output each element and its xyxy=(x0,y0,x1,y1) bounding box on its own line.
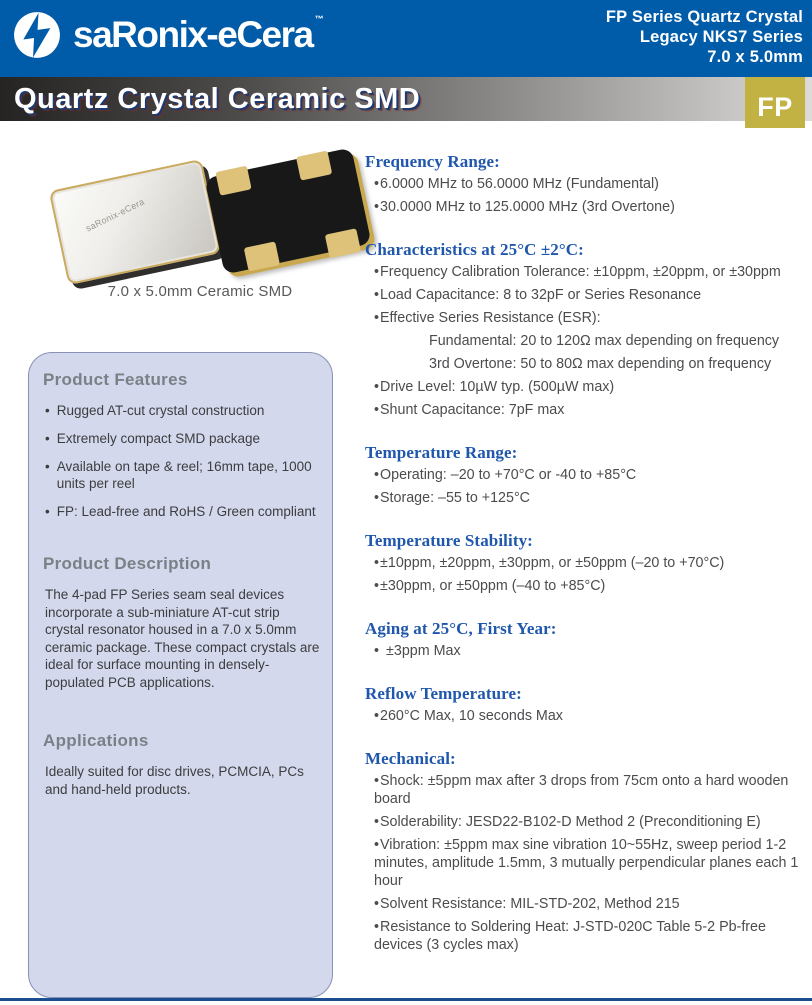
spec-item-text: Drive Level: 10µW typ. (500µW max) xyxy=(380,379,615,395)
spec-item-text: Shunt Capacitance: 7pF max xyxy=(380,402,565,418)
spec-item xyxy=(374,707,805,725)
spec-section-heading: Temperature Range: xyxy=(365,443,518,462)
side-panel xyxy=(28,352,333,998)
spec-item xyxy=(374,263,805,281)
spec-item xyxy=(374,813,805,831)
feature-item-text: Rugged AT-cut crystal construction xyxy=(56,403,265,418)
spec-section-heading: Temperature Stability: xyxy=(365,531,533,550)
spec-item xyxy=(374,836,805,890)
bullet-icon: • xyxy=(374,310,380,326)
brand-logo xyxy=(12,10,322,60)
package-marking-text: saRonix-eCera xyxy=(84,196,147,234)
spec-section xyxy=(365,443,805,507)
spec-item-text: Storage: –55 to +125°C xyxy=(380,490,531,506)
spec-item xyxy=(374,198,805,216)
spec-items xyxy=(365,466,805,507)
spec-item xyxy=(374,286,805,304)
spec-item-text: Load Capacitance: 8 to 32pF or Series Resonance xyxy=(380,287,702,303)
photo-caption: 7.0 x 5.0mm Ceramic SMD xyxy=(107,283,293,300)
bullet-icon: • xyxy=(374,467,380,483)
spec-section-heading: Aging at 25°C, First Year: xyxy=(365,619,557,638)
bullet-icon: • xyxy=(374,896,380,912)
spec-item xyxy=(374,772,805,808)
spec-item xyxy=(374,175,805,193)
bullet-icon: • xyxy=(374,837,380,853)
crystal-package-bottom-view xyxy=(204,147,371,274)
bullet-icon: • xyxy=(374,264,380,280)
fp-series-badge: FP xyxy=(745,77,805,128)
bullet-icon: • xyxy=(374,919,380,935)
bullet-icon: • xyxy=(374,814,380,830)
spec-item xyxy=(374,401,805,419)
bullet-icon: • xyxy=(374,199,380,215)
bullet-icon: • xyxy=(45,431,50,446)
spec-item xyxy=(374,489,805,507)
spec-item-text: 260°C Max, 10 seconds Max xyxy=(380,708,563,724)
spec-item-text: Frequency Calibration Tolerance: ±10ppm, ±20ppm, or ±30ppm xyxy=(380,264,781,280)
spec-items xyxy=(365,175,805,216)
page-header xyxy=(0,0,812,77)
bullet-icon: • xyxy=(374,402,380,418)
bullet-icon: • xyxy=(374,176,380,192)
bullet-icon: • xyxy=(374,708,380,724)
spec-item-text: 6.0000 MHz to 56.0000 MHz (Fundamental) xyxy=(380,176,659,192)
spec-item-text: Shock: ±5ppm max after 3 drops from 75cm onto a hard wooden board xyxy=(374,773,789,807)
crystal-package-top-view xyxy=(49,159,222,285)
feature-item-text: FP: Lead-free and RoHS / Green compliant xyxy=(56,504,316,519)
trademark-symbol: ™ xyxy=(314,14,324,24)
series-line-2: Legacy NKS7 Series xyxy=(639,28,803,46)
spec-section xyxy=(365,749,805,954)
spec-item-text: Operating: –20 to +70°C or -40 to +85°C xyxy=(380,467,637,483)
spec-section xyxy=(365,152,805,216)
spec-item-text: Solvent Resistance: MIL-STD-202, Method 215 xyxy=(380,896,680,912)
bullet-icon: • xyxy=(45,459,50,474)
spec-item xyxy=(374,378,805,396)
bottom-rule xyxy=(0,998,812,1001)
lightning-bolt-icon xyxy=(12,10,62,60)
feature-item xyxy=(45,430,322,447)
series-line-3: 7.0 x 5.0mm xyxy=(707,48,803,66)
spec-item xyxy=(374,895,805,913)
solder-pad xyxy=(215,166,251,196)
bullet-icon: • xyxy=(374,379,380,395)
specs-column xyxy=(365,152,805,978)
spec-section-heading: Mechanical: xyxy=(365,749,456,768)
series-info xyxy=(606,7,803,67)
bullet-icon: • xyxy=(374,578,380,594)
title-bar xyxy=(0,77,812,121)
spec-item-text: ±3ppm Max xyxy=(386,643,461,659)
spec-item xyxy=(374,918,805,954)
product-photo xyxy=(55,148,350,278)
brand-logo-text xyxy=(73,10,322,60)
spec-section xyxy=(365,531,805,595)
spec-item-text: Fundamental: 20 to 120Ω max depending on frequency xyxy=(429,333,780,349)
bullet-icon: • xyxy=(45,504,50,519)
bullet-icon: • xyxy=(374,490,380,506)
spec-item-text: ±10ppm, ±20ppm, ±30ppm, or ±50ppm (–20 to +70°C) xyxy=(380,555,725,571)
spec-section-heading: Characteristics at 25°C ±2°C: xyxy=(365,240,584,259)
spec-section-heading: Frequency Range: xyxy=(365,152,500,171)
spec-items xyxy=(365,707,805,725)
spec-items xyxy=(365,554,805,595)
solder-pad xyxy=(325,228,361,258)
spec-items xyxy=(365,772,805,954)
features-title: Product Features xyxy=(43,370,188,389)
spec-item-text: 30.0000 MHz to 125.0000 MHz (3rd Overtone) xyxy=(380,199,675,215)
feature-item xyxy=(45,402,322,419)
bullet-icon: • xyxy=(374,287,380,303)
bullet-icon: • xyxy=(45,403,50,418)
spec-item xyxy=(374,554,805,572)
spec-section xyxy=(365,684,805,725)
spec-item xyxy=(374,309,805,327)
features-list xyxy=(43,402,322,520)
spec-item-text: Resistance to Soldering Heat: J-STD-020C Table 5-2 Pb-free devices (3 cycles max) xyxy=(374,919,766,953)
spec-item-text: ±30ppm, or ±50ppm (–40 to +85°C) xyxy=(380,578,606,594)
spec-item-text: Vibration: ±5ppm max sine vibration 10~55Hz, sweep period 1-2 minutes, amplitude 1.5mm, 3 mutually perpendicular planes each 1 hour xyxy=(374,837,799,889)
spec-items xyxy=(365,642,805,660)
description-title: Product Description xyxy=(43,554,212,573)
spec-section-heading: Reflow Temperature: xyxy=(365,684,522,703)
spec-item-text: Solderability: JESD22-B102-D Method 2 (Preconditioning E) xyxy=(380,814,761,830)
spec-item-text: 3rd Overtone: 50 to 80Ω max depending on frequency xyxy=(429,356,772,372)
bullet-icon: • xyxy=(374,643,380,659)
spec-section xyxy=(365,240,805,419)
feature-item xyxy=(45,503,322,520)
spec-section xyxy=(365,619,805,660)
spec-item xyxy=(374,642,805,660)
spec-item-text: Effective Series Resistance (ESR): xyxy=(380,310,601,326)
spec-item xyxy=(429,355,805,373)
applications-title: Applications xyxy=(43,731,149,750)
feature-item-text: Available on tape & reel; 16mm tape, 1000 units per reel xyxy=(56,459,312,491)
spec-item xyxy=(374,466,805,484)
bullet-icon: • xyxy=(374,555,380,571)
spec-item xyxy=(429,332,805,350)
spec-item xyxy=(374,577,805,595)
description-text: The 4-pad FP Series seam seal devices incorporate a sub-miniature AT-cut strip crystal resonator housed in a 7.0 x 5.0mm ceramic package. These compact crystals are ideal for surface mounting in densely-populated PCB applications. xyxy=(45,587,320,690)
solder-pad xyxy=(296,151,332,181)
series-line-1: FP Series Quartz Crystal xyxy=(605,8,803,26)
page-title: Quartz Crystal Ceramic SMD xyxy=(14,83,421,115)
bullet-icon: • xyxy=(374,773,380,789)
applications-text: Ideally suited for disc drives, PCMCIA, PCs and hand-held products. xyxy=(45,764,304,797)
logo-wordmark: saRonix-eCera xyxy=(73,14,313,55)
feature-item xyxy=(45,458,322,492)
feature-item-text: Extremely compact SMD package xyxy=(56,431,261,446)
solder-pad xyxy=(244,241,280,271)
spec-items xyxy=(365,263,805,419)
